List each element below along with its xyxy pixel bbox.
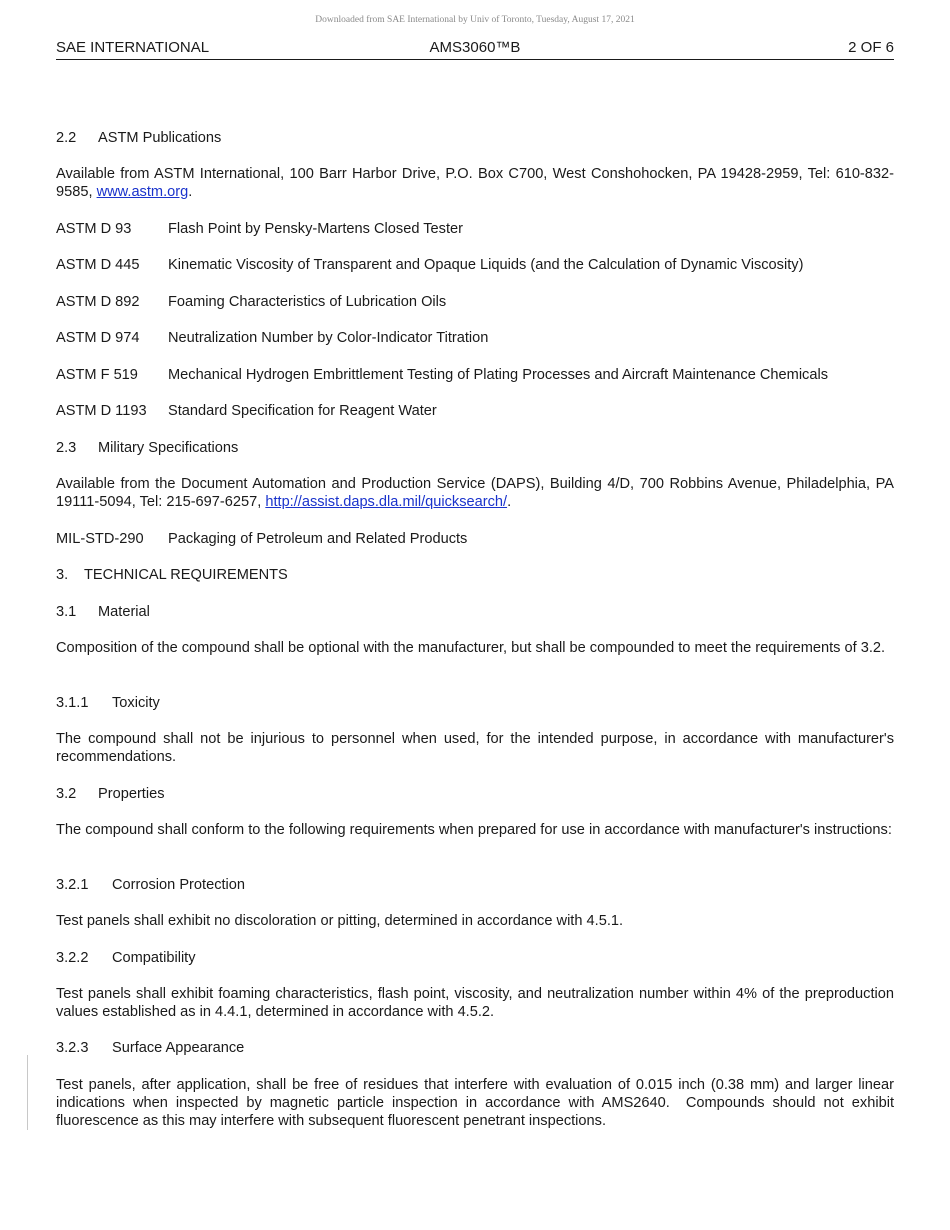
availability-text: Available from the Document Automation and Production Service (DAPS), Building 4/D, 700 Robbins Avenue, Philadelphia, PA 19111-5094, Tel: 215-697-6257, — [56, 476, 894, 510]
section-3-2-1-heading — [56, 876, 894, 894]
availability-end: . — [507, 494, 512, 510]
reference-code: MIL-STD-290 — [56, 531, 144, 547]
section-number: 3.1 — [56, 604, 77, 620]
page-header — [56, 39, 894, 60]
reference-row — [56, 530, 894, 548]
reference-code: ASTM D 93 — [56, 221, 132, 237]
reference-title: Flash Point by Pensky-Martens Closed Tester — [168, 221, 463, 237]
reference-title: Mechanical Hydrogen Embrittlement Testing of Plating Processes and Aircraft Maintenance Chemicals — [168, 367, 829, 383]
section-title: Military Specifications — [98, 440, 239, 456]
section-2-2-heading — [56, 129, 894, 147]
section-3-1-body: Composition of the compound shall be optional with the manufacturer, but shall be compounded to meet the requirements of 3.2. — [56, 640, 886, 656]
reference-title: Packaging of Petroleum and Related Products — [168, 531, 468, 547]
section-title: Toxicity — [112, 695, 160, 711]
section-title: Surface Appearance — [112, 1040, 245, 1056]
astm-availability — [56, 165, 894, 201]
reference-row — [56, 293, 894, 311]
reference-row — [56, 402, 894, 420]
availability-end: . — [188, 184, 193, 200]
header-doc-id: AMS3060™B — [429, 39, 521, 56]
availability-text: Available from ASTM International, 100 Barr Harbor Drive, P.O. Box C700, West Conshohocken, PA 19428-2959, Tel: 610-832-9585, — [56, 166, 894, 200]
reference-code: ASTM D 974 — [56, 330, 140, 346]
reference-row — [56, 366, 894, 384]
download-watermark: Downloaded from SAE International by Univ of Toronto, Tuesday, August 17, 2021 — [315, 15, 635, 25]
section-number: 3.2.2 — [56, 950, 89, 966]
reference-row — [56, 220, 894, 238]
assist-link[interactable]: http://assist.daps.dla.mil/quicksearch/ — [265, 494, 508, 510]
reference-code: ASTM F 519 — [56, 367, 138, 383]
section-3-2-body: The compound shall conform to the following requirements when prepared for use in accordance with manufacturer's instructions: — [56, 822, 892, 838]
section-title: Material — [98, 604, 150, 620]
section-number: 3.1.1 — [56, 695, 89, 711]
section-title: Compatibility — [112, 950, 196, 966]
reference-title: Kinematic Viscosity of Transparent and Opaque Liquids (and the Calculation of Dynamic Viscosity) — [168, 257, 804, 273]
section-3-1-1-heading — [56, 694, 894, 712]
reference-row — [56, 256, 894, 274]
section-number: 3.2.1 — [56, 877, 89, 893]
section-title: TECHNICAL REQUIREMENTS — [84, 567, 288, 583]
section-3-2-1-body: Test panels shall exhibit no discoloration or pitting, determined in accordance with 4.5.1. — [56, 913, 624, 929]
section-title: Properties — [98, 786, 165, 802]
reference-code: ASTM D 892 — [56, 294, 140, 310]
daps-availability — [56, 475, 894, 511]
header-page-number: 2 OF 6 — [848, 39, 894, 56]
reference-row — [56, 329, 894, 347]
section-number: 3. — [56, 567, 69, 583]
section-2-3-heading — [56, 439, 894, 457]
section-3-2-2-body: Test panels shall exhibit foaming characteristics, flash point, viscosity, and neutralization number within 4% of the preproduction values established as in 4.4.1, determined in accordance with 4.5.2. — [56, 986, 894, 1020]
section-3-2-3-heading — [56, 1039, 894, 1057]
header-org: SAE INTERNATIONAL — [56, 39, 210, 56]
section-number: 3.2 — [56, 786, 77, 802]
revision-change-bar — [27, 1055, 28, 1130]
section-number: 2.2 — [56, 130, 77, 146]
reference-title: Foaming Characteristics of Lubrication Oils — [168, 294, 447, 310]
section-number: 2.3 — [56, 440, 77, 456]
astm-link[interactable]: www.astm.org — [96, 184, 189, 200]
section-title: ASTM Publications — [98, 130, 222, 146]
section-3-1-heading — [56, 603, 894, 621]
section-3-2-3-body: Test panels, after application, shall be free of residues that interfere with evaluation of 0.015 inch (0.38 mm) and larger linear indications when inspected by magnetic particle inspection in accordance with AMS2640. Compounds should not exhibit fluorescence as this may interfere with subsequent fluorescent penetrant inspections. — [56, 1077, 899, 1129]
section-3-heading — [56, 566, 894, 584]
reference-title: Standard Specification for Reagent Water — [168, 403, 437, 419]
section-3-1-1-body: The compound shall not be injurious to personnel when used, for the intended purpose, in accordance with manufacturer's recommendations. — [56, 731, 894, 765]
section-3-2-heading — [56, 785, 894, 803]
section-title: Corrosion Protection — [112, 877, 246, 893]
section-number: 3.2.3 — [56, 1040, 89, 1056]
section-3-2-2-heading — [56, 949, 894, 967]
reference-code: ASTM D 1193 — [56, 403, 147, 419]
reference-code: ASTM D 445 — [56, 257, 140, 273]
reference-title: Neutralization Number by Color-Indicator Titration — [168, 330, 489, 346]
